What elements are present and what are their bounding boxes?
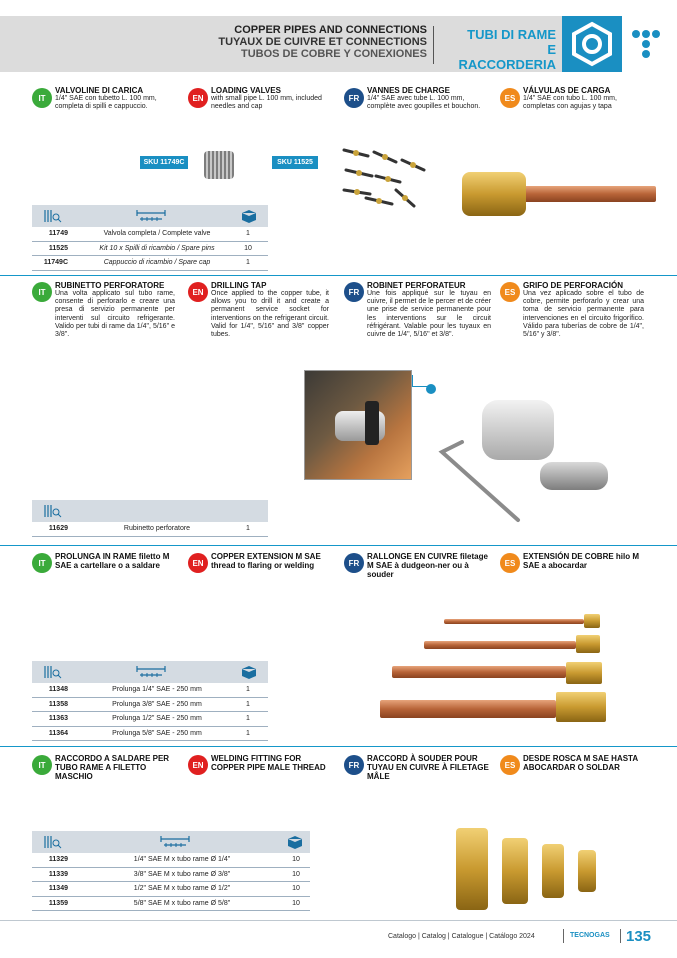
welding-fitting-image — [456, 828, 488, 910]
row-description: 5/8" SAE M x tubo rame Ø 5/8" — [133, 899, 231, 907]
box-icon — [240, 665, 258, 679]
row-description: Rubinetto perforatore — [123, 525, 191, 532]
section-divider — [0, 746, 677, 747]
row-quantity: 1 — [246, 230, 250, 237]
table-row — [32, 683, 268, 698]
table-row — [32, 727, 268, 742]
s1-desc-en: with small pipe L. 100 mm, included needles and cap — [211, 95, 322, 111]
row-quantity: 1 — [246, 715, 250, 722]
badge-it: IT — [32, 755, 52, 775]
extension-fitting-image — [556, 692, 606, 722]
barcode-search-icon — [44, 835, 62, 849]
s2-title-it: RUBINETTO PERFORATORE — [55, 281, 165, 290]
table-row — [32, 256, 268, 271]
table-section3 — [32, 661, 268, 741]
s3-title-it: PROLUNGA IN RAME filetto M SAE a cartellare o a saldare — [55, 552, 170, 570]
title-fr: TUYAUX DE CUIVRE ET CONNECTIONS — [218, 36, 427, 48]
table-section2 — [32, 500, 268, 537]
row-quantity: 10 — [244, 244, 252, 252]
row-quantity: 10 — [292, 899, 300, 907]
s2-desc-es: Una vez aplicado sobre el tubo de cobre, permite perforarlo y crear una toma de servicio permanente para intervenciones en el circuito frigorífico. Válido para tuberías de cobre de 1/4", 5/16" y 3/8". — [523, 290, 644, 339]
badge-it: IT — [32, 88, 52, 108]
badge-it: IT — [32, 553, 52, 573]
s3-title-en: COPPER EXTENSION M SAE thread to flaring or welding — [211, 552, 321, 570]
table-row — [32, 522, 268, 537]
row-code: 11339 — [48, 870, 68, 878]
s1-title-fr: VANNES DE CHARGE — [367, 86, 450, 95]
footer-catalog: Catalogo | Catalog | Catalogue | Catálogo 2024 — [388, 933, 535, 940]
s2-title-en: DRILLING TAP — [211, 281, 267, 290]
badge-en: EN — [188, 755, 208, 775]
extension-pipe-image — [424, 641, 576, 649]
row-description: 1/4" SAE M x tubo rame Ø 1/4" — [133, 856, 231, 863]
row-description: 1/2" SAE M x tubo rame Ø 1/2" — [133, 885, 231, 892]
row-quantity: 1 — [246, 525, 250, 532]
table-row — [32, 242, 268, 257]
extension-fitting-image — [566, 662, 602, 684]
sku-label-a: SKU 11749C — [140, 156, 188, 169]
callout-line — [412, 375, 432, 387]
row-quantity: 10 — [292, 870, 300, 878]
footer-brand: TECNOGAS — [570, 932, 610, 939]
table-section4 — [32, 831, 310, 911]
title-it-line2: E RACCORDERIA — [458, 42, 556, 72]
footer-line — [0, 920, 677, 921]
s2-title-fr: ROBINET PERFORATEUR — [367, 281, 466, 290]
row-description: Valvola completa / Complete valve — [103, 230, 211, 237]
table-row — [32, 227, 268, 242]
barcode-search-icon — [44, 504, 62, 518]
row-code: 11359 — [48, 899, 68, 907]
title-en: COPPER PIPES AND CONNECTIONS — [234, 24, 427, 36]
ruler-icon — [160, 835, 190, 849]
badge-en: EN — [188, 553, 208, 573]
sku-label-b: SKU 11525 — [272, 156, 318, 169]
box-icon — [286, 835, 304, 849]
header-titles — [218, 24, 427, 60]
footer-divider — [620, 929, 621, 943]
s3-title-es: EXTENSIÓN DE COBRE hilo M SAE a abocardar — [523, 552, 640, 570]
row-code: 11364 — [48, 729, 68, 737]
s1-desc-es: 1/4" SAE con tubo L. 100 mm, completas con agujas y tapa — [523, 95, 617, 111]
row-description: 3/8" SAE M x tubo rame Ø 3/8" — [133, 870, 231, 878]
table-section1 — [32, 205, 268, 271]
table-header — [32, 831, 310, 853]
row-quantity: 10 — [292, 856, 300, 863]
header-divider — [433, 26, 434, 64]
ruler-icon — [136, 665, 166, 679]
welding-fitting-image — [542, 844, 564, 898]
extension-pipe-image — [392, 666, 566, 678]
hex-nut-icon — [562, 16, 622, 72]
table-header — [32, 205, 268, 227]
badge-fr: FR — [344, 88, 364, 108]
row-quantity: 1 — [246, 729, 250, 737]
row-code: 11525 — [48, 244, 68, 252]
row-description: Kit 10 x Spilli di ricambio / Spare pins — [99, 244, 215, 252]
s2-desc-fr: Une fois appliqué sur le tuyau en cuivre, il permet de le percer et de créer une prise de service permanente pour les interventions sur le circuit réfrigérant. Valable pour les tuyaux en cuivre de 1/4", 5/16" et 3/8". — [367, 290, 491, 339]
badge-fr: FR — [344, 282, 364, 302]
badge-es: ES — [500, 88, 520, 108]
badge-fr: FR — [344, 755, 364, 775]
s1-title-it: VALVOLINE DI CARICA — [55, 86, 144, 95]
table-row — [32, 897, 310, 912]
row-quantity: 10 — [292, 885, 300, 892]
row-code: 11629 — [48, 525, 68, 532]
badge-es: ES — [500, 282, 520, 302]
box-icon — [240, 209, 258, 223]
row-code: 11358 — [48, 700, 68, 708]
s2-desc-it: Una volta applicato sul tubo rame, consente di perforarlo e creare una presa di servizio permanente per interventi sul circuito refrigerante. Valido per tubi di rame da 1/4", 5/16" e 3/8". — [55, 290, 175, 339]
extension-fitting-image — [584, 614, 600, 628]
title-es: TUBOS DE COBRE Y CONEXIONES — [240, 48, 427, 60]
gasket-image — [540, 462, 608, 490]
table-row — [32, 698, 268, 713]
row-code: 11749 — [48, 230, 68, 237]
table-row — [32, 868, 310, 883]
title-it — [450, 27, 556, 72]
barcode-search-icon — [44, 209, 62, 223]
row-code: 11349 — [48, 885, 68, 892]
dots-logo-icon — [626, 26, 666, 66]
s1-title-es: VÁLVULAS DE CARGA — [523, 86, 611, 95]
row-description: Prolunga 5/8" SAE - 250 mm — [112, 729, 202, 737]
cap-image — [204, 151, 234, 179]
s2-title-es: GRIFO DE PERFORACIÓN — [523, 281, 624, 290]
title-it-line1: TUBI DI RAME — [467, 27, 556, 42]
table-header — [32, 661, 268, 683]
welding-fitting-image — [578, 850, 596, 892]
row-code: 11363 — [48, 715, 68, 722]
s4-title-en: WELDING FITTING FOR COPPER PIPE MALE THREAD — [211, 754, 326, 772]
valve-brass-image — [462, 172, 526, 216]
badge-en: EN — [188, 282, 208, 302]
footer-divider — [563, 929, 564, 943]
s2-desc-en: Once applied to the copper tube, it allows you to drill it and create a permanent service socket for interventions on the refrigerant circuit. Valid for 1/4", 5/16" and 3/8" copper tubes. — [211, 290, 329, 339]
row-description: Cappuccio di ricambio / Spare cap — [103, 259, 211, 266]
s4-title-it: RACCORDO A SALDARE PER TUBO RAME A FILETTO MASCHIO — [55, 754, 170, 781]
row-code: 11749C — [43, 259, 68, 266]
extension-pipe-image — [380, 700, 556, 718]
valve-pipe-image — [520, 186, 656, 202]
drilling-tap-photo — [304, 370, 412, 480]
table-header — [32, 500, 268, 522]
welding-fitting-image — [502, 838, 528, 904]
barcode-search-icon — [44, 665, 62, 679]
table-row — [32, 712, 268, 727]
badge-it: IT — [32, 282, 52, 302]
hex-key-image — [438, 440, 528, 524]
s3-title-fr: RALLONGE EN CUIVRE filetage M SAE à dudgeon-ner ou à souder — [367, 552, 488, 579]
row-quantity: 1 — [246, 686, 250, 693]
pins-image — [336, 142, 436, 212]
extension-pipe-image — [444, 619, 584, 624]
table-row — [32, 853, 310, 868]
row-code: 11329 — [48, 856, 68, 863]
page-number: 135 — [626, 928, 652, 945]
s1-desc-fr: 1/4" SAE avec tube L. 100 mm, complète avec goupilles et bouchon. — [367, 95, 481, 111]
badge-es: ES — [500, 755, 520, 775]
row-quantity: 1 — [246, 700, 250, 708]
table-row — [32, 882, 310, 897]
row-quantity: 1 — [246, 259, 250, 266]
badge-es: ES — [500, 553, 520, 573]
s1-title-en: LOADING VALVES — [211, 86, 281, 95]
s4-title-fr: RACCORD À SOUDER POUR TUYAU EN CUIVRE À FILETAGE MÂLE — [367, 754, 489, 781]
badge-en: EN — [188, 88, 208, 108]
section-divider — [0, 275, 677, 276]
row-description: Prolunga 3/8" SAE - 250 mm — [112, 700, 202, 708]
extension-fitting-image — [576, 635, 600, 653]
row-code: 11348 — [48, 686, 68, 693]
s1-desc-it: 1/4" SAE con tubetto L. 100 mm, completa di spilli e cappuccio. — [55, 95, 157, 111]
row-description: Prolunga 1/4" SAE - 250 mm — [112, 686, 202, 693]
badge-fr: FR — [344, 553, 364, 573]
section-divider — [0, 545, 677, 546]
s4-title-es: DESDE ROSCA M SAE HASTA ABOCARDAR O SOLDAR — [523, 754, 638, 772]
ruler-icon — [136, 209, 166, 223]
row-description: Prolunga 1/2" SAE - 250 mm — [112, 715, 202, 722]
